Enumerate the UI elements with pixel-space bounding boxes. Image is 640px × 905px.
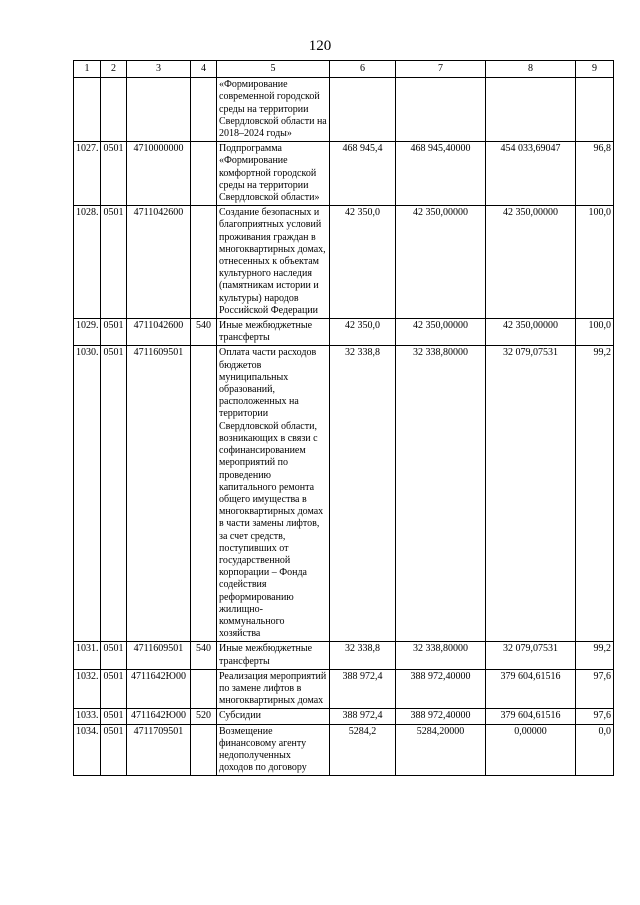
approved-amount-cell: 42 350,0 — [330, 319, 396, 346]
execution-percent-cell: 99,2 — [576, 346, 614, 642]
expense-type-code-cell — [191, 346, 217, 642]
row-number-cell: 1028. — [74, 206, 101, 319]
expense-type-code-cell — [191, 669, 217, 709]
approved-amount-cell: 32 338,8 — [330, 642, 396, 669]
column-number: 9 — [576, 61, 614, 78]
item-name-cell: Иные межбюджетные трансферты — [217, 642, 330, 669]
item-name-cell: Субсидии — [217, 709, 330, 724]
approved-amount-cell: 42 350,0 — [330, 206, 396, 319]
item-name-cell: «Формирование современной городской среды на территории Свердловской области на 2018–2024 годы» — [217, 78, 330, 142]
approved-amount-cell: 32 338,8 — [330, 346, 396, 642]
item-name-cell: Возмещение финансовому агенту недополученных доходов по договору — [217, 724, 330, 776]
target-item-code-cell: 4710000000 — [127, 142, 191, 206]
column-number: 5 — [217, 61, 330, 78]
column-number: 7 — [396, 61, 486, 78]
section-code-cell: 0501 — [101, 669, 127, 709]
target-item-code-cell: 4711609501 — [127, 346, 191, 642]
executed-amount-cell — [486, 78, 576, 142]
target-item-code-cell: 471164‌2Ю00 — [127, 669, 191, 709]
table-row — [74, 724, 614, 776]
executed-amount-cell: 454 033,69047 — [486, 142, 576, 206]
budget-list-amount-cell: 388 972,40000 — [396, 709, 486, 724]
row-number-cell — [74, 78, 101, 142]
expense-type-code-cell — [191, 142, 217, 206]
expense-type-code-cell: 540 — [191, 642, 217, 669]
table-row — [74, 142, 614, 206]
executed-amount-cell: 379 604,61516 — [486, 669, 576, 709]
budget-list-amount-cell: 468 945,40000 — [396, 142, 486, 206]
expense-type-code-cell: 520 — [191, 709, 217, 724]
row-number-cell: 1031. — [74, 642, 101, 669]
table-row — [74, 206, 614, 319]
table-row — [74, 319, 614, 346]
budget-list-amount-cell: 5284,20000 — [396, 724, 486, 776]
section-code-cell: 0501 — [101, 206, 127, 319]
row-number-cell: 1032. — [74, 669, 101, 709]
budget-list-amount-cell: 32 338,80000 — [396, 642, 486, 669]
execution-percent-cell: 100,0 — [576, 319, 614, 346]
item-name-cell: Создание безопасных и благоприятных условий проживания граждан в многоквартирных домах, отнесенных к объектам культурного наследия (памятникам истории и культуры) народов Российской Федерации — [217, 206, 330, 319]
row-number-cell: 1034. — [74, 724, 101, 776]
approved-amount-cell: 468 945,4 — [330, 142, 396, 206]
column-number: 3 — [127, 61, 191, 78]
executed-amount-cell: 379 604,61516 — [486, 709, 576, 724]
section-code-cell: 0501 — [101, 346, 127, 642]
section-code-cell: 0501 — [101, 142, 127, 206]
budget-list-amount-cell: 388 972,40000 — [396, 669, 486, 709]
budget-list-amount-cell — [396, 78, 486, 142]
budget-list-amount-cell: 32 338,80000 — [396, 346, 486, 642]
execution-percent-cell: 96,8 — [576, 142, 614, 206]
item-name-cell: Реализация мероприятий по замене лифтов в многоквартирных домах — [217, 669, 330, 709]
execution-percent-cell — [576, 78, 614, 142]
executed-amount-cell: 42 350,00000 — [486, 206, 576, 319]
executed-amount-cell: 42 350,00000 — [486, 319, 576, 346]
item-name-cell: Иные межбюджетные трансферты — [217, 319, 330, 346]
budget-list-amount-cell: 42 350,00000 — [396, 206, 486, 319]
execution-percent-cell: 0,0 — [576, 724, 614, 776]
row-number-cell: 1030. — [74, 346, 101, 642]
column-number-row — [74, 61, 614, 78]
column-number: 2 — [101, 61, 127, 78]
item-name-cell: Подпрограмма «Формирование комфортной городской среды на территории Свердловской области» — [217, 142, 330, 206]
column-number: 1 — [74, 61, 101, 78]
table-row — [74, 642, 614, 669]
approved-amount-cell: 388 972,4 — [330, 709, 396, 724]
target-item-code-cell: 4711042600 — [127, 319, 191, 346]
budget-list-amount-cell: 42 350,00000 — [396, 319, 486, 346]
section-code-cell — [101, 78, 127, 142]
column-number: 8 — [486, 61, 576, 78]
execution-percent-cell: 97,6 — [576, 709, 614, 724]
approved-amount-cell: 5284,2 — [330, 724, 396, 776]
execution-percent-cell: 97,6 — [576, 669, 614, 709]
execution-percent-cell: 99,2 — [576, 642, 614, 669]
expense-type-code-cell: 540 — [191, 319, 217, 346]
executed-amount-cell: 32 079,07531 — [486, 642, 576, 669]
section-code-cell: 0501 — [101, 709, 127, 724]
target-item-code-cell: 4711709501 — [127, 724, 191, 776]
budget-table — [73, 60, 614, 776]
row-number-cell: 1029. — [74, 319, 101, 346]
approved-amount-cell: 388 972,4 — [330, 669, 396, 709]
page-number: 120 — [308, 38, 332, 54]
column-number: 6 — [330, 61, 396, 78]
target-item-code-cell: 4711042600 — [127, 206, 191, 319]
table-row — [74, 78, 614, 142]
executed-amount-cell: 32 079,07531 — [486, 346, 576, 642]
expense-type-code-cell — [191, 724, 217, 776]
row-number-cell: 1027. — [74, 142, 101, 206]
target-item-code-cell: 4711609501 — [127, 642, 191, 669]
section-code-cell: 0501 — [101, 642, 127, 669]
column-number: 4 — [191, 61, 217, 78]
table-row — [74, 346, 614, 642]
item-name-cell: Оплата части расходов бюджетов муниципальных образований, расположенных на территории Свердловской области, возникающих в связи с софинансированием мероприятий по проведению капитального ремонта общего имущества в многоквартирных домах в части замены лифтов, за счет средств, поступивших от государственной корпорации – Фонда содействия реформированию жилищно-коммунального хозяйства — [217, 346, 330, 642]
row-number-cell: 1033. — [74, 709, 101, 724]
table-row — [74, 709, 614, 724]
expense-type-code-cell — [191, 206, 217, 319]
approved-amount-cell — [330, 78, 396, 142]
expense-type-code-cell — [191, 78, 217, 142]
execution-percent-cell: 100,0 — [576, 206, 614, 319]
section-code-cell: 0501 — [101, 724, 127, 776]
executed-amount-cell: 0,00000 — [486, 724, 576, 776]
target-item-code-cell: 471164‌2Ю00 — [127, 709, 191, 724]
section-code-cell: 0501 — [101, 319, 127, 346]
target-item-code-cell — [127, 78, 191, 142]
table-row — [74, 669, 614, 709]
